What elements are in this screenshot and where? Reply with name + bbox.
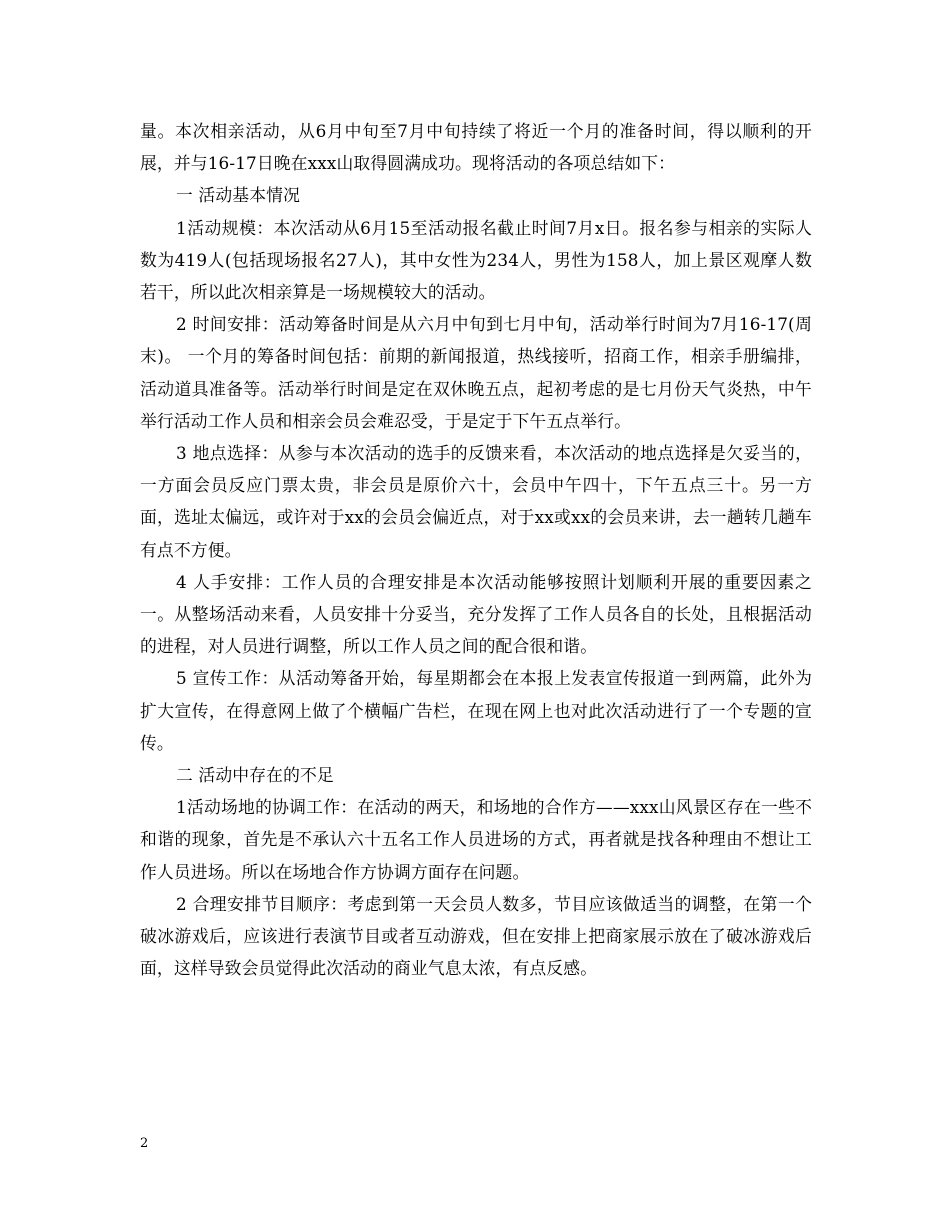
paragraph-activity-scale: 1活动规模：本次活动从6月15至活动报名截止时间7月x日。报名参与相亲的实际人数为419人(包括现场报名27人)，其中女性为234人，男性为158人，加上景区观摩人数若干，所以此次相亲算是一场规模较大的活动。	[140, 217, 812, 303]
section-heading-shortcomings: 二 活动中存在的不足	[176, 765, 334, 786]
document-body	[140, 115, 812, 984]
paragraph-program-order: 2 合理安排节目顺序：考虑到第一天会员人数多，节目应该做适当的调整，在第一个破冰游戏后，应该进行表演节目或者互动游戏，但在安排上把商家展示放在了破冰游戏后面，这样导致会员觉得此次活动的商业气息太浓，有点反感。	[140, 893, 812, 979]
page-number: 2	[140, 1136, 149, 1151]
paragraph-publicity: 5 宣传工作：从活动筹备开始，每星期都会在本报上发表宣传报道一到两篇，此外为扩大宣传，在得意网上做了个横幅广告栏，在现在网上也对此次活动进行了一个专题的宣传。	[140, 668, 812, 753]
paragraph-time-arrangement: 2 时间安排：活动筹备时间是从六月中旬到七月中旬，活动举行时间为7月16-17(周末)。 一个月的筹备时间包括：前期的新闻报道，热线接听，招商工作，相亲手册编排，活动道具准备等。活动举行时间是定在双休晚五点，起初考虑的是七月份天气炎热，中午举行活动工作人员和相亲会员会难忍受，于是定于下午五点举行。	[140, 314, 812, 431]
paragraph-location-choice: 3 地点选择：从参与本次活动的选手的反馈来看，本次活动的地点选择是欠妥当的，一方面会员反应门票太贵，非会员是原价六十，会员中午四十，下午五点三十。另一方面，选址太偏远，或许对于xx的会员会偏近点，对于xx或xx的会员来讲，去一趟转几趟车有点不方便。	[140, 443, 812, 560]
paragraph-venue-coordination: 1活动场地的协调工作：在活动的两天，和场地的合作方——xxx山风景区存在一些不和谐的现象，首先是不承认六十五名工作人员进场的方式，再者就是找各种理由不想让工作人员进场。所以在场地合作方协调方面存在问题。	[140, 797, 812, 882]
section-heading-basic-info: 一 活动基本情况	[176, 185, 301, 206]
paragraph-intro-continuation: 量。本次相亲活动，从6月中旬至7月中旬持续了将近一个月的准备时间，得以顺利的开展，并与16-17日晚在xxx山取得圆满成功。现将活动的各项总结如下：	[140, 121, 812, 174]
paragraph-staffing: 4 人手安排：工作人员的合理安排是本次活动能够按照计划顺利开展的重要因素之一。从整场活动来看，人员安排十分妥当，充分发挥了工作人员各自的长处，且根据活动的进程，对人员进行调整，所以工作人员之间的配合很和谐。	[140, 571, 812, 657]
